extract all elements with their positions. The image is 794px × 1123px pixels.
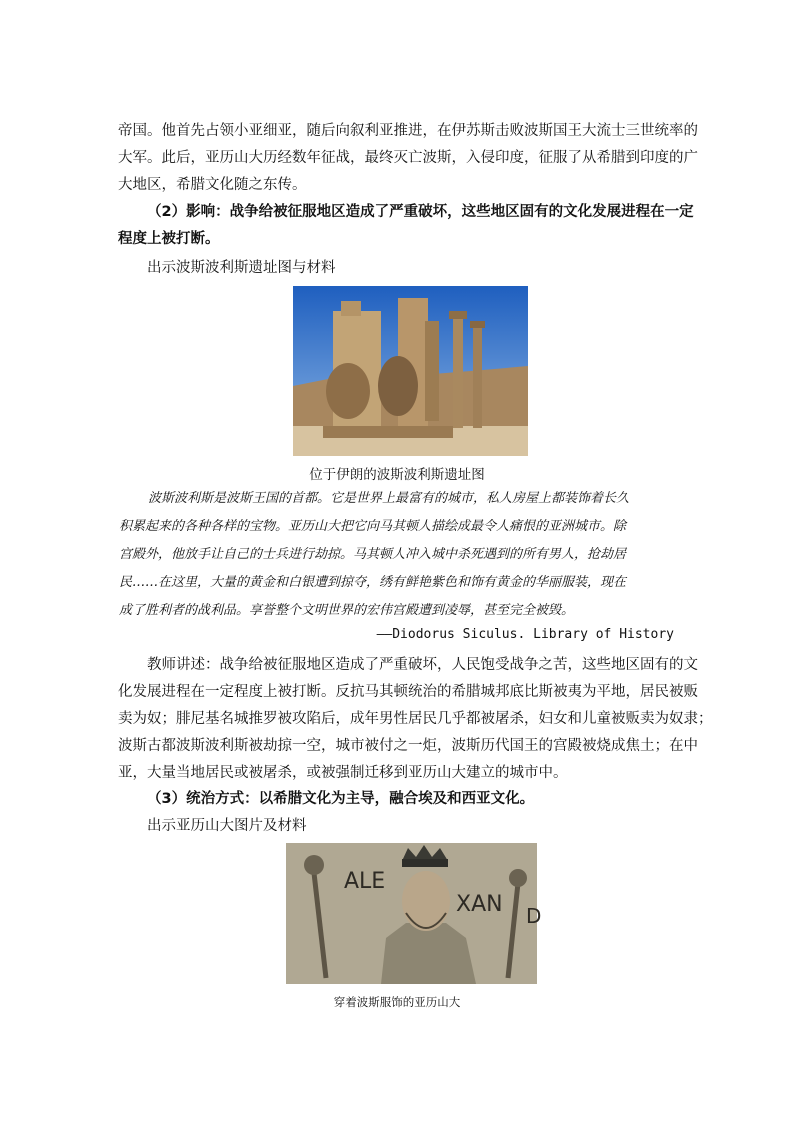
mosaic-letters-ale: ALE: [344, 869, 386, 894]
text-line: （2）影响：战争给被征服地区造成了严重破坏，这些地区固有的文化发展进程在一定: [147, 204, 694, 220]
text-line: 波斯古都波斯波利斯被劫掠一空，城市被付之一炬，波斯历代国王的宫殿被烧成焦土；在中: [118, 738, 698, 754]
teacher-narration: [118, 652, 713, 787]
alexander-mosaic-illustration: [286, 843, 542, 984]
intro-persepolis: [118, 255, 678, 282]
quote-attribution: ——Diodorus Siculus. Library of History: [376, 627, 674, 642]
text-line: 帝国。他首先占领小亚细亚，随后向叙利亚推进，在伊苏斯击败波斯国王大流士三世统率的: [118, 123, 698, 139]
quote-line: 成了胜利者的战利品。享誉整个文明世界的宏伟宫殿遭到凌辱，甚至完全被毁。: [119, 603, 575, 618]
intro-alexander: [118, 813, 678, 840]
text-line: 化发展进程在一定程度上被打断。反抗马其顿统治的希腊城邦底比斯被夷为平地，居民被贩: [118, 684, 698, 700]
quote-line: 宫殿外，他放手让自己的士兵进行劫掠。马其顿人冲入城中杀死遇到的所有男人，抢劫居: [119, 547, 627, 562]
quote-line: 民……在这里，大量的黄金和白银遭到掠夺，绣有鲜艳紫色和饰有黄金的华丽服装，现在: [119, 575, 627, 590]
text-line: 教师讲述：战争给被征服地区造成了严重破坏，人民饱受战争之苦，这些地区固有的文: [147, 657, 698, 673]
text-line: 卖为奴；腓尼基名城推罗被攻陷后，成年男性居民几乎都被屠杀，妇女和儿童被贩卖为奴隶；: [118, 711, 713, 727]
text-line: 程度上被打断。: [118, 231, 220, 247]
mosaic-letter-d: D: [526, 904, 542, 928]
point-3-governance: [118, 786, 678, 813]
mosaic-letters-xan: XAN: [456, 892, 503, 917]
persepolis-illustration: [293, 286, 528, 456]
narrative-paragraph: [118, 118, 698, 199]
persepolis-caption: 位于伊朗的波斯波利斯遗址图: [309, 467, 485, 483]
quote-line: 积累起来的各种各样的宝物。亚历山大把它向马其顿人描绘成最令人痛恨的亚洲城市。除: [119, 519, 627, 534]
alexander-caption: 穿着波斯服饰的亚历山大: [333, 995, 461, 1009]
point-2-influence: [118, 199, 694, 253]
text-line: 出示波斯波利斯遗址图与材料: [147, 260, 336, 276]
text-line: 大军。此后，亚历山大历经数年征战，最终灭亡波斯，入侵印度，征服了从希腊到印度的广: [118, 150, 698, 166]
quote-line: 波斯波利斯是波斯王国的首都。它是世界上最富有的城市，私人房屋上都装饰着长久: [148, 491, 630, 506]
text-line: 亚，大量当地居民或被屠杀，或被强制迁移到亚历山大建立的城市中。: [118, 765, 568, 781]
text-line: 出示亚历山大图片及材料: [147, 818, 307, 834]
persepolis-ruins-image: [293, 286, 528, 456]
text-line: （3）统治方式：以希腊文化为主导，融合埃及和西亚文化。: [147, 791, 535, 807]
historical-quote: [119, 485, 678, 625]
alexander-mosaic-image: [286, 843, 542, 984]
text-line: 大地区，希腊文化随之东传。: [118, 177, 307, 193]
